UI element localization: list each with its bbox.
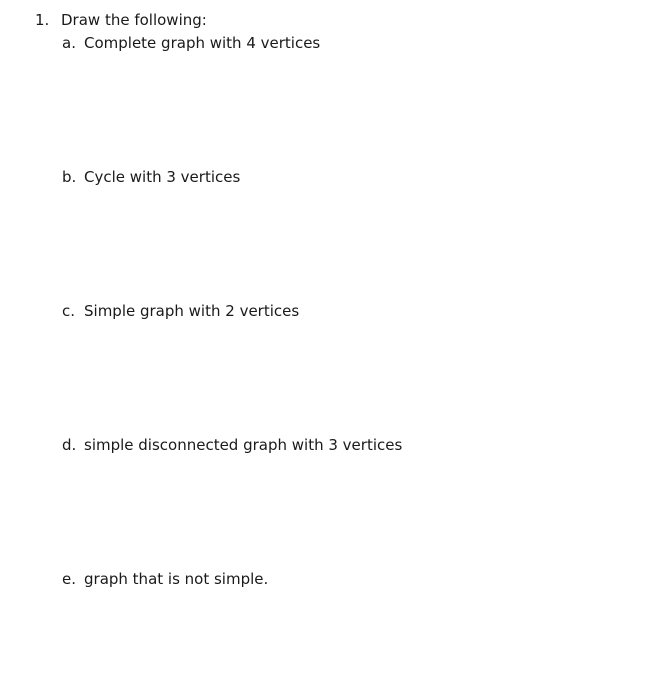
sub-item-b: [62, 167, 240, 187]
sub-item-d: [62, 435, 402, 455]
sub-item-a: [62, 33, 320, 53]
question-prompt: Draw the following:: [61, 11, 207, 29]
sub-item-label: b.: [62, 168, 77, 186]
sub-item-label: d.: [62, 436, 77, 454]
sub-item-text: graph that is not simple.: [84, 570, 269, 588]
sub-item-label: c.: [62, 302, 76, 320]
sub-item-text: simple disconnected graph with 3 vertices: [84, 436, 403, 454]
sub-item-text: Cycle with 3 vertices: [84, 168, 241, 186]
sub-item-text: Simple graph with 2 vertices: [84, 302, 300, 320]
sub-item-text: Complete graph with 4 vertices: [84, 34, 321, 52]
answer-space-c: [62, 325, 622, 425]
answer-space-b: [62, 191, 622, 291]
question-number: 1.: [35, 11, 50, 29]
sub-item-c: [62, 301, 299, 321]
answer-space-d: [62, 459, 622, 559]
answer-space-e: [62, 593, 622, 693]
sub-item-e: [62, 569, 268, 589]
question-heading: [35, 10, 207, 30]
answer-space-a: [62, 57, 622, 157]
sub-item-label: a.: [62, 34, 76, 52]
sub-item-label: e.: [62, 570, 76, 588]
